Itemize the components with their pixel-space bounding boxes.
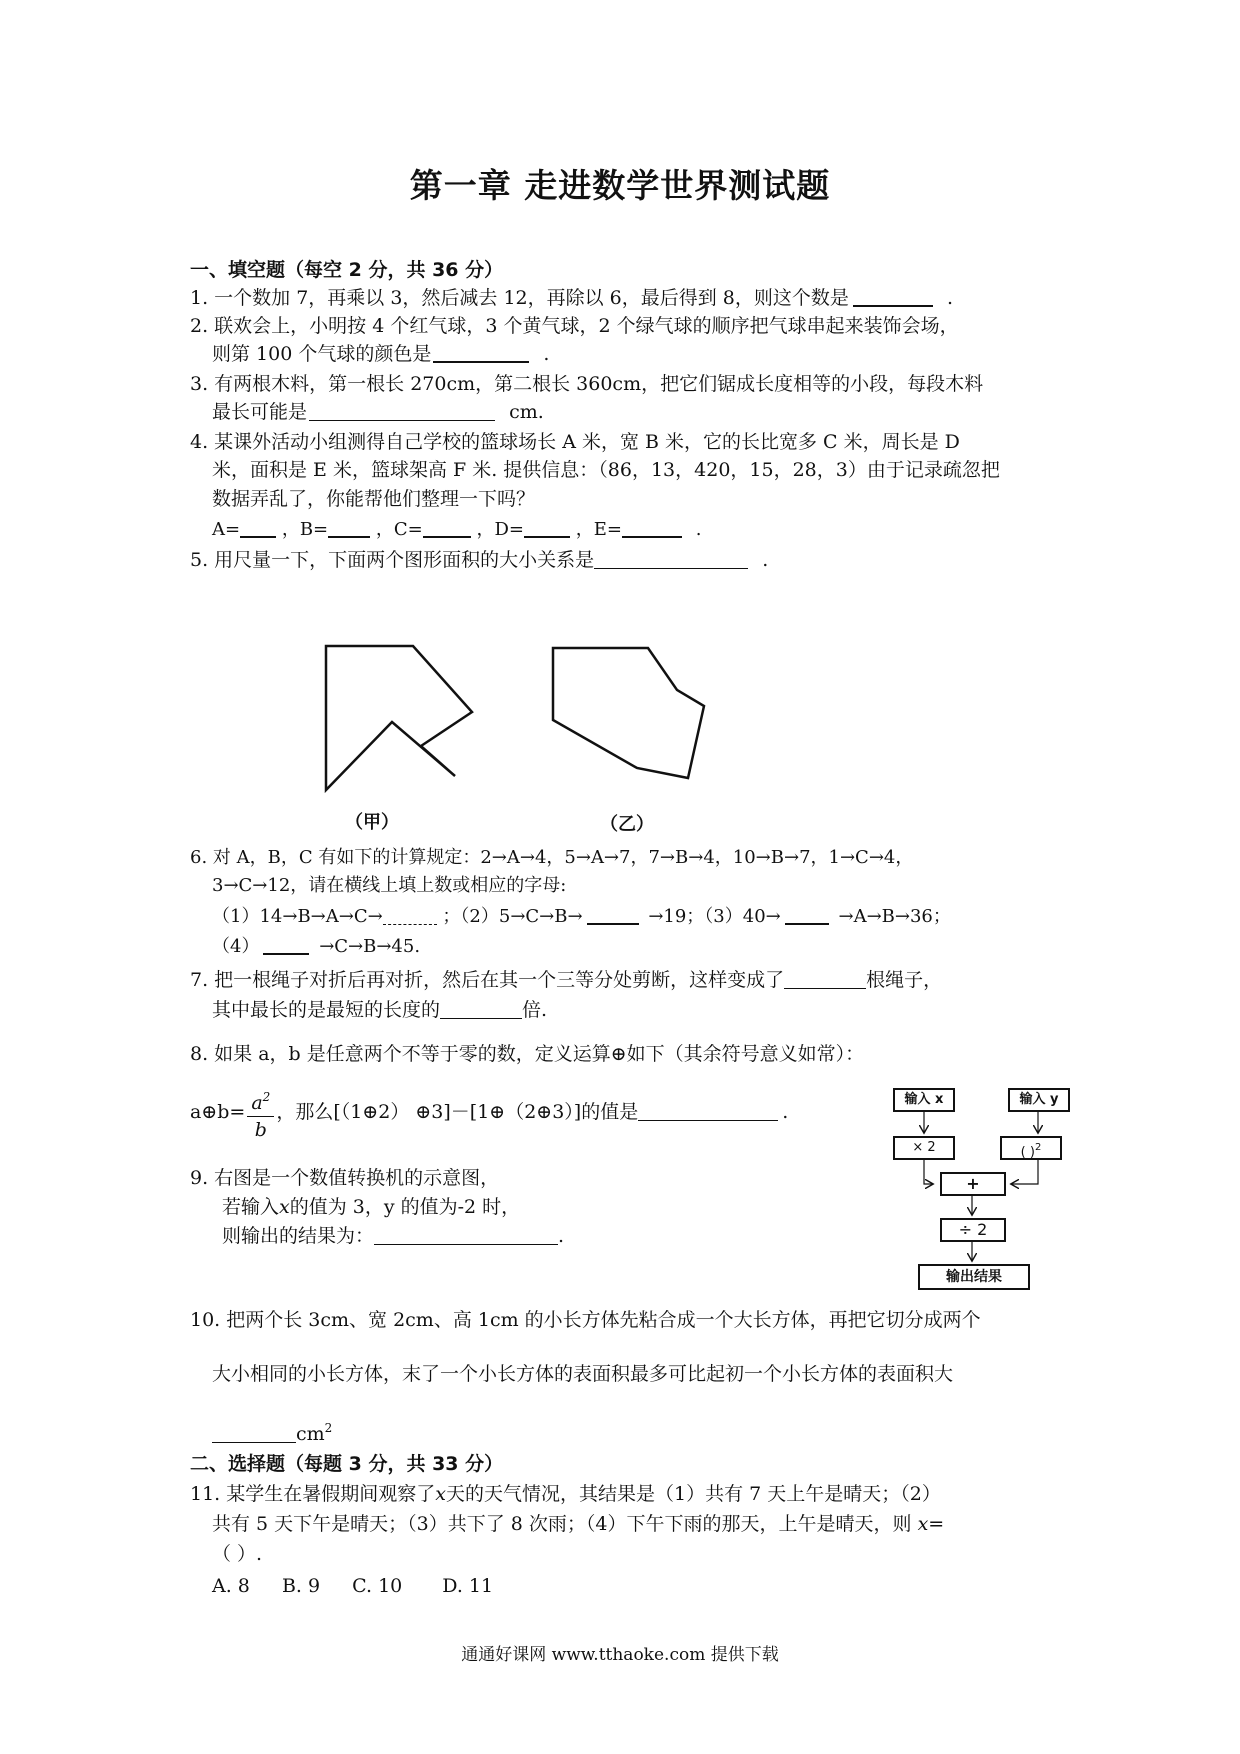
question-2-text: 则第 100 个气球的颜色是 [212,343,432,365]
unit: cm [296,1423,325,1445]
label-a: A= [212,519,241,540]
formula-rest: ，那么[（1⊕2） ⊕3]－[1⊕（2⊕3）]的值是 [276,1101,639,1123]
question-3-unit: cm. [509,401,544,423]
option-c[interactable]: C. 10 [352,1575,403,1597]
question-7-text-b: 根绳子， [866,969,943,991]
question-8-end: . [782,1101,789,1123]
caption-yi: （乙） [600,814,654,835]
question-1-text: 1. 一个数加 7，再乘以 3，然后减去 12，再除以 6，最后得到 8，则这个数是 [190,287,849,309]
question-3-line-1: 3. 有两根木料，第一根长 270cm，第二根长 360cm，把它们锯成长度相等的小段，每段木料 [190,373,984,395]
question-5-text: 5. 用尺量一下，下面两个图形面积的大小关系是 [190,549,595,571]
flow-input-y: 输入 y [1008,1088,1070,1112]
label-b: ，B= [281,519,329,540]
q6-part-1: （1）14→B→A→C→ [212,906,383,927]
label-e: ，E= [575,519,622,540]
question-4-line-2: 米，面积是 E 米，篮球架高 F 米. 提供信息：（86，13，420，15，28，3）由于记录疏忽把 [212,459,1000,481]
question-1-end: . [946,287,953,309]
question-4-line-3: 数据弄乱了，你能帮他们整理一下吗？ [212,488,536,510]
option-b[interactable]: B. 9 [281,1575,321,1597]
question-4-line-1: 4. 某课外活动小组测得自己学校的篮球场长 A 米，宽 B 米，它的长比宽多 C 米，周长是 D [190,431,960,453]
section-heading-fill-in: 一、填空题（每空 2 分，共 36 分） [190,259,504,281]
fraction-numerator: $a^2$ [247,1084,274,1117]
fraction-denominator: b [254,1118,267,1141]
question-9-line-1: 9. 右图是一个数值转换机的示意图， [190,1167,500,1189]
option-d[interactable]: D. 11 [442,1575,494,1597]
formula-lhs: a⊕b= [190,1101,246,1123]
question-10-line-3: $cm^2$ [212,1416,332,1446]
q6-part-2: ；（2）5→C→B→ [442,906,583,927]
question-6-line-1: 6. 对 A，B，C 有如下的计算规定：2→A→4，5→A→7，7→B→4，10→B→7，1→C→4， [190,847,914,868]
label-c: ，C= [375,519,423,540]
question-10-line-1: 10. 把两个长 3cm、宽 2cm、高 1cm 的小长方体先粘合成一个大长方体，再把它切分成两个 [190,1309,981,1331]
flow-input-x: 输入 x [893,1088,955,1112]
q6-part-5: （4） [212,936,260,957]
flow-times-two: × 2 [893,1136,955,1160]
question-2-line-1: 2. 联欢会上，小明按 4 个红气球，3 个黄气球，2 个绿气球的顺序把气球串起来装饰会场， [190,315,959,337]
question-5-end: . [762,549,769,571]
flow-output: 输出结果 [918,1264,1030,1290]
question-11-line-1: 11. 某学生在暑假期间观察了x天的天气情况，其结果是（1）共有 7 天上午是晴天；（2） [190,1483,941,1505]
label-d: ，D= [476,519,524,540]
question-4-end: . [695,519,702,540]
footer: 通通好课网 www.tthaoke.com 提供下载 [461,1645,779,1665]
question-7-text-2: 其中最长的是最短的长度的 [212,999,441,1021]
flow-plus: + [940,1172,1006,1196]
question-11-line-2: 共有 5 天下午是晴天；（3）共下了 8 次雨；（4）下午下雨的那天，上午是晴天，则 x= [212,1513,945,1535]
caption-jia: （甲） [345,812,399,833]
question-3-text: 最长可能是 [212,401,308,423]
question-6-line-2: 3→C→12，请在横线上填上数或相应的字母: [212,875,567,896]
question-7-text: 7. 把一根绳子对折后再对折，然后在其一个三等分处剪断，这样变成了 [190,969,785,991]
q6-part-3: →19；（3）40→ [648,906,781,927]
question-9-line-2: 若输入x的值为 3，y 的值为-2 时， [222,1196,521,1218]
flow-square: ( )$^2$ [1000,1136,1062,1160]
q6-part-4: →A→B→36； [838,906,951,927]
question-11-options [212,1574,493,1598]
question-8-line-1: 8. 如果 a，b 是任意两个不等于零的数，定义运算⊕如下（其余符号意义如常）： [190,1043,865,1065]
q6-part-6: →C→B→45. [319,936,421,957]
question-11-line-3: （ ）. [212,1543,263,1565]
question-7-text-2b: 倍. [522,999,548,1021]
question-2-end: . [543,343,550,365]
option-a[interactable]: A. 8 [212,1575,250,1597]
page-title: 第一章 走进数学世界测试题 [409,166,831,205]
section-heading-choice: 二、选择题（每题 3 分，共 33 分） [190,1453,504,1475]
question-10-line-2: 大小相同的小长方体，末了一个小长方体的表面积最多可比起初一个小长方体的表面积大 [212,1363,954,1385]
answer-blank[interactable] [212,1424,296,1443]
flow-divide-two: ÷ 2 [940,1218,1006,1242]
question-9-line-3: 则输出的结果为： . [222,1225,565,1247]
